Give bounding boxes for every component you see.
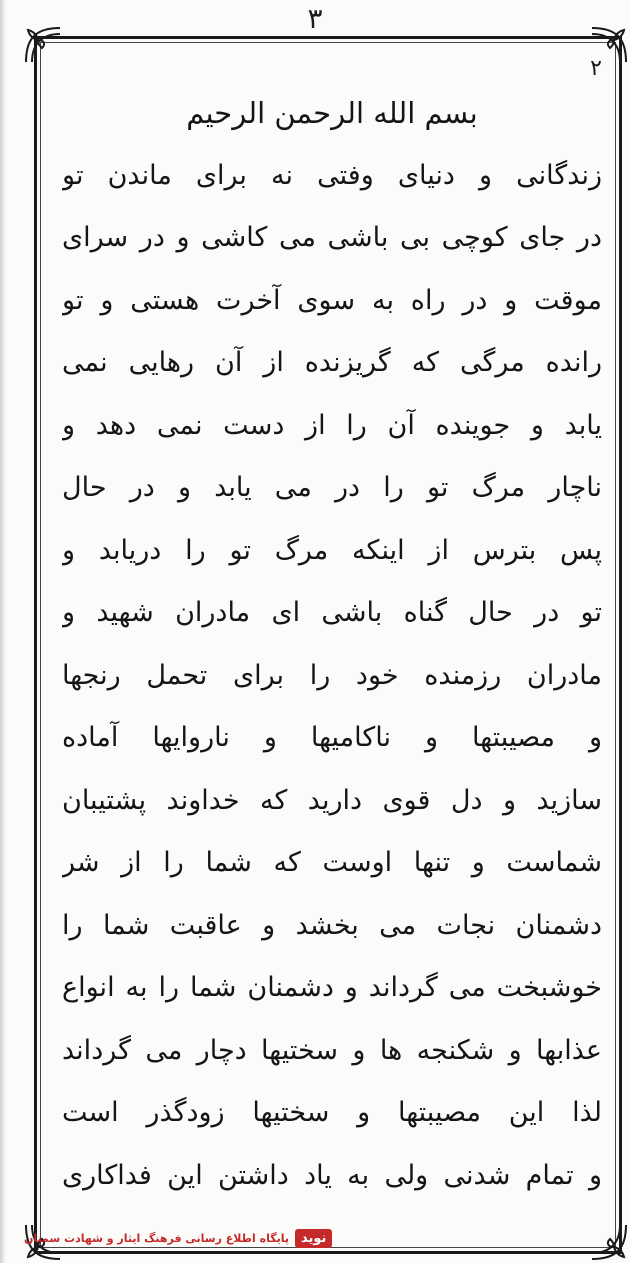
- text-line: و مصیبتها و ناکامیها و ناروایها آماده: [62, 722, 602, 753]
- page-number-top: ۳: [307, 2, 323, 35]
- watermark-logo: نوید: [295, 1229, 332, 1248]
- text-line: عذابها و شکنجه ها و سختیها دچار می گرداند: [62, 1034, 602, 1066]
- basmala-heading: بسم الله الرحمن الرحیم: [186, 96, 478, 130]
- handwritten-text-block: [62, 82, 602, 1207]
- text-line: تو در حال گناه باشی ای مادران شهید و: [62, 597, 602, 628]
- page-number-corner: ۲: [590, 56, 602, 81]
- watermark-text: پایگاه اطلاع رسانی فرهنگ ایثار و شهادت سمنان: [24, 1231, 289, 1245]
- site-watermark: [24, 1223, 624, 1253]
- text-line: موقت و در راه به سوی آخرت هستی و تو: [62, 284, 602, 316]
- text-line: یابد و جوینده آن را از دست نمی دهد و: [62, 409, 602, 441]
- corner-ornament-icon: [22, 24, 64, 66]
- text-line: زندگانی و دنیای وفتی نه برای ماندن تو: [62, 159, 602, 191]
- text-line: لذا این مصیبتها و سختیها زودگذر است: [62, 1097, 602, 1128]
- text-line: رانده مرگی که گریزنده از آن رهایی نمی: [62, 347, 602, 378]
- text-line: دشمنان نجات می بخشد و عاقبت شما را: [62, 909, 602, 941]
- text-line: ناچار مرگ تو را در می یابد و در حال: [62, 472, 602, 503]
- text-line: در جای کوچی بی باشی می کاشی و در سرای: [62, 222, 602, 253]
- page-shadow-edge: [0, 0, 6, 1263]
- text-line: مادران رزمنده خود را برای تحمل رنجها: [62, 659, 602, 691]
- text-line: سازید و دل قوی دارید که خداوند پشتیبان: [62, 784, 602, 816]
- text-line: خوشبخت می گرداند و دشمنان شما را به انواع: [62, 972, 602, 1003]
- text-line: پس بترس از اینکه مرگ تو را دریابد و: [62, 534, 602, 566]
- text-line: شماست و تنها اوست که شما را از شر: [62, 847, 602, 878]
- text-line: و تمام شدنی ولی به یاد داشتن این فداکاری: [62, 1159, 602, 1191]
